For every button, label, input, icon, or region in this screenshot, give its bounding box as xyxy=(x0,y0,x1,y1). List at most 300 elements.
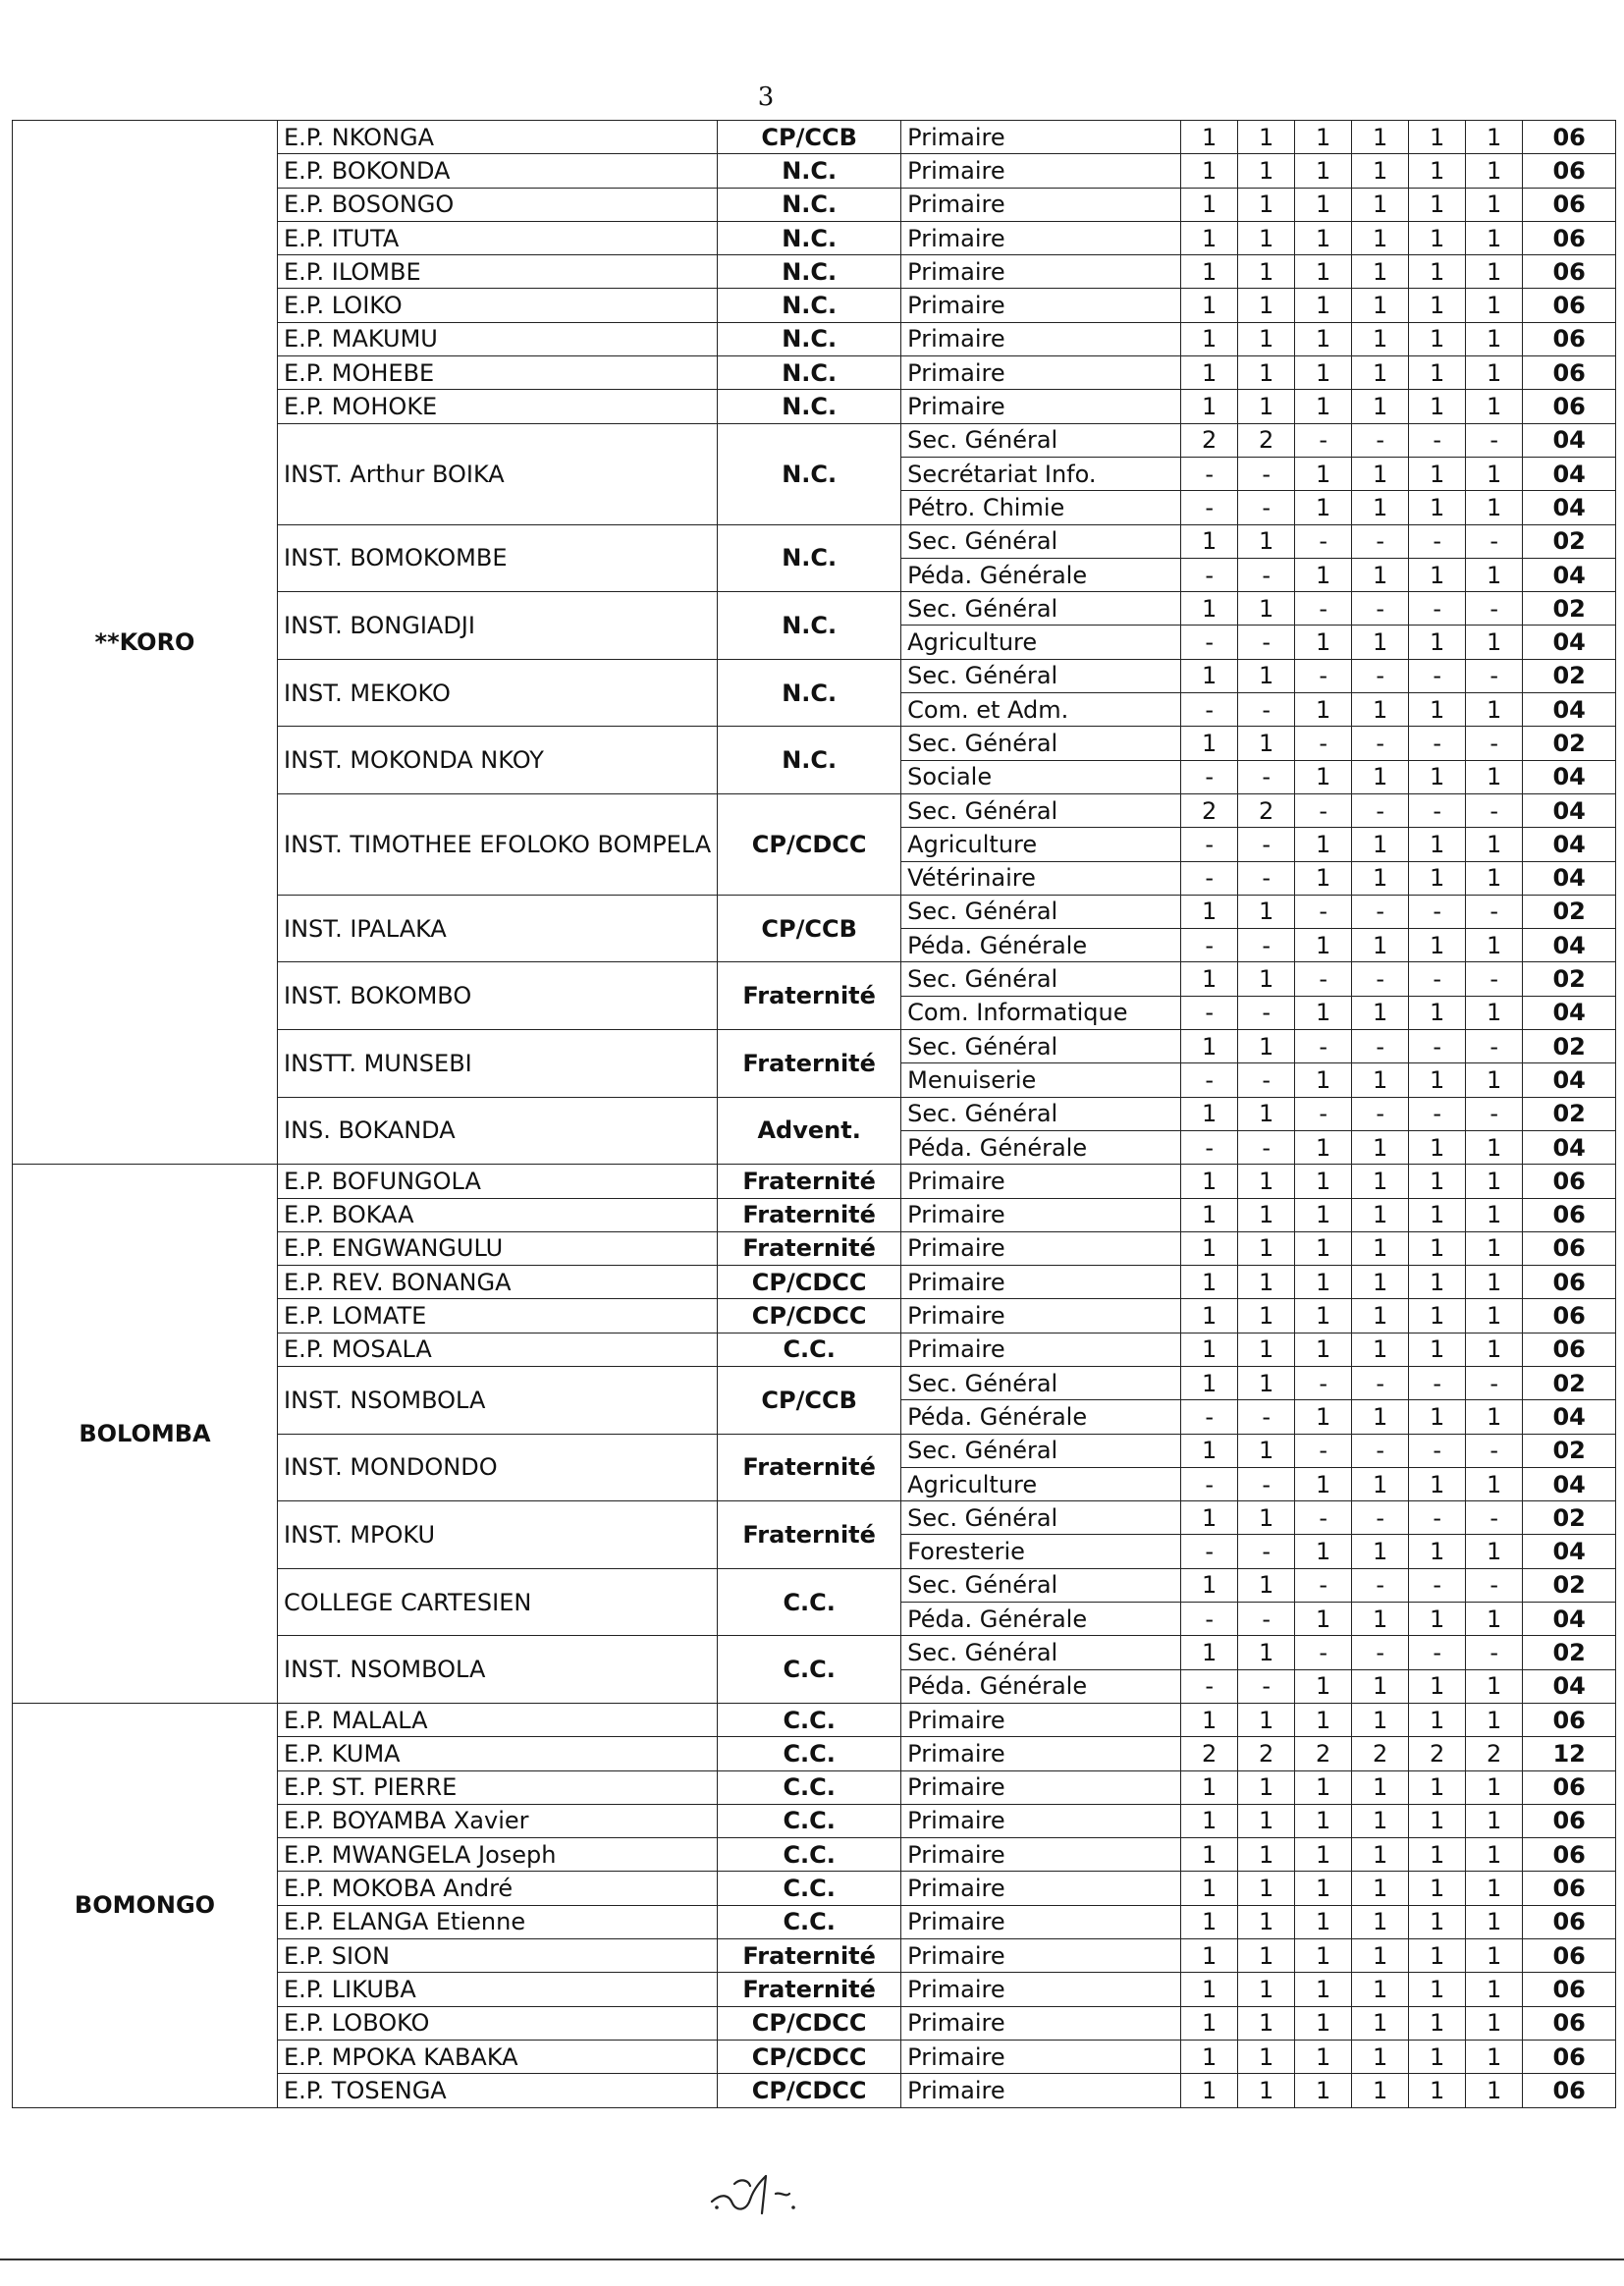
class-count-cell: 1 xyxy=(1352,1333,1409,1366)
class-count-cell: 1 xyxy=(1352,356,1409,390)
class-count-cell: 1 xyxy=(1352,1770,1409,1804)
class-count-cell: 1 xyxy=(1409,2040,1466,2073)
class-count-cell: 1 xyxy=(1466,121,1523,154)
section-cell: Sec. Général xyxy=(901,793,1181,827)
class-count-cell: 1 xyxy=(1352,188,1409,221)
network-cell: Advent. xyxy=(718,1097,901,1165)
school-name-cell: E.P. MOHEBE xyxy=(278,356,718,390)
network-cell: Fraternité xyxy=(718,1939,901,1973)
section-cell: Péda. Générale xyxy=(901,929,1181,962)
total-cell: 06 xyxy=(1523,2040,1616,2073)
class-count-cell: 2 xyxy=(1295,1737,1352,1770)
class-count-cell: 1 xyxy=(1409,626,1466,659)
class-count-cell: - xyxy=(1181,1669,1238,1703)
class-count-cell: - xyxy=(1181,457,1238,490)
class-count-cell: 1 xyxy=(1295,1400,1352,1434)
class-count-cell: 1 xyxy=(1466,1770,1523,1804)
section-cell: Primaire xyxy=(901,255,1181,289)
class-count-cell: - xyxy=(1409,1568,1466,1602)
class-count-cell: - xyxy=(1352,524,1409,558)
school-name-cell: E.P. NKONGA xyxy=(278,121,718,154)
class-count-cell: - xyxy=(1181,626,1238,659)
class-count-cell: 1 xyxy=(1181,322,1238,355)
class-count-cell: 1 xyxy=(1295,1063,1352,1097)
class-count-cell: - xyxy=(1352,793,1409,827)
school-name-cell: E.P. MALALA xyxy=(278,1703,718,1736)
class-count-cell: 2 xyxy=(1466,1737,1523,1770)
class-count-cell: 1 xyxy=(1238,2074,1295,2107)
network-cell: Fraternité xyxy=(718,1973,901,2006)
school-name-cell: E.P. TOSENGA xyxy=(278,2074,718,2107)
class-count-cell: 1 xyxy=(1295,1165,1352,1198)
class-count-cell: 1 xyxy=(1238,1770,1295,1804)
total-cell: 04 xyxy=(1523,1669,1616,1703)
district-label: BOLOMBA xyxy=(79,1420,211,1448)
total-cell: 06 xyxy=(1523,121,1616,154)
class-count-cell: 1 xyxy=(1466,1973,1523,2006)
network-cell: CP/CCB xyxy=(718,1366,901,1434)
network-cell: CP/CDCC xyxy=(718,2040,901,2073)
network-cell: C.C. xyxy=(718,1636,901,1704)
class-count-cell: - xyxy=(1466,727,1523,760)
class-count-cell: 1 xyxy=(1238,1366,1295,1399)
class-count-cell: 1 xyxy=(1352,154,1409,188)
network-cell: Fraternité xyxy=(718,1198,901,1231)
class-count-cell: - xyxy=(1409,793,1466,827)
class-count-cell: - xyxy=(1238,996,1295,1029)
class-count-cell: 1 xyxy=(1466,1467,1523,1500)
total-cell: 04 xyxy=(1523,1130,1616,1164)
table-row xyxy=(13,1703,1616,1736)
class-count-cell: 1 xyxy=(1295,1231,1352,1265)
class-count-cell: - xyxy=(1409,1030,1466,1063)
class-count-cell: 1 xyxy=(1409,2006,1466,2040)
class-count-cell: - xyxy=(1181,1603,1238,1636)
class-count-cell: - xyxy=(1466,1636,1523,1669)
class-count-cell: 1 xyxy=(1238,1973,1295,2006)
class-count-cell: 1 xyxy=(1295,1130,1352,1164)
section-cell: Sec. Général xyxy=(901,727,1181,760)
class-count-cell: - xyxy=(1181,929,1238,962)
class-count-cell: 1 xyxy=(1295,356,1352,390)
class-count-cell: 1 xyxy=(1352,2040,1409,2073)
network-cell: C.C. xyxy=(718,1333,901,1366)
total-cell: 06 xyxy=(1523,188,1616,221)
class-count-cell: 1 xyxy=(1409,1165,1466,1198)
class-count-cell: 2 xyxy=(1409,1737,1466,1770)
class-count-cell: 1 xyxy=(1295,1467,1352,1500)
section-cell: Primaire xyxy=(901,1333,1181,1366)
class-count-cell: - xyxy=(1238,1063,1295,1097)
class-count-cell: 1 xyxy=(1181,289,1238,322)
total-cell: 04 xyxy=(1523,1400,1616,1434)
class-count-cell: - xyxy=(1181,1130,1238,1164)
class-count-cell: - xyxy=(1238,1467,1295,1500)
class-count-cell: 1 xyxy=(1409,1669,1466,1703)
total-cell: 06 xyxy=(1523,1770,1616,1804)
class-count-cell: - xyxy=(1238,1603,1295,1636)
class-count-cell: - xyxy=(1181,1467,1238,1500)
class-count-cell: 1 xyxy=(1295,929,1352,962)
class-count-cell: 1 xyxy=(1238,255,1295,289)
class-count-cell: - xyxy=(1409,962,1466,996)
section-cell: Sec. Général xyxy=(901,895,1181,928)
school-name-cell: E.P. MOHOKE xyxy=(278,390,718,423)
class-count-cell: 1 xyxy=(1352,1838,1409,1872)
class-count-cell: 1 xyxy=(1352,1467,1409,1500)
section-cell: Primaire xyxy=(901,1703,1181,1736)
class-count-cell: - xyxy=(1466,1434,1523,1467)
school-name-cell: E.P. ENGWANGULU xyxy=(278,1231,718,1265)
class-count-cell: 1 xyxy=(1466,2074,1523,2107)
page-number: 3 xyxy=(757,82,775,112)
network-cell: CP/CDCC xyxy=(718,793,901,895)
school-name-cell: E.P. MOKOBA André xyxy=(278,1872,718,1905)
class-count-cell: - xyxy=(1295,727,1352,760)
total-cell: 02 xyxy=(1523,962,1616,996)
network-cell: C.C. xyxy=(718,1568,901,1636)
total-cell: 04 xyxy=(1523,1467,1616,1500)
class-count-cell: 2 xyxy=(1181,1737,1238,1770)
class-count-cell: - xyxy=(1466,962,1523,996)
class-count-cell: 1 xyxy=(1409,289,1466,322)
class-count-cell: 1 xyxy=(1295,1770,1352,1804)
total-cell: 06 xyxy=(1523,1905,1616,1938)
class-count-cell: 1 xyxy=(1181,356,1238,390)
section-cell: Primaire xyxy=(901,1266,1181,1299)
class-count-cell: 1 xyxy=(1295,828,1352,861)
class-count-cell: - xyxy=(1409,423,1466,457)
class-count-cell: 1 xyxy=(1181,1231,1238,1265)
class-count-cell: - xyxy=(1466,659,1523,692)
class-count-cell: 1 xyxy=(1295,626,1352,659)
total-cell: 04 xyxy=(1523,1603,1616,1636)
class-count-cell: 1 xyxy=(1181,1333,1238,1366)
class-count-cell: 1 xyxy=(1466,1063,1523,1097)
class-count-cell: 1 xyxy=(1181,1299,1238,1333)
class-count-cell: - xyxy=(1295,962,1352,996)
class-count-cell: - xyxy=(1409,1434,1466,1467)
class-count-cell: 1 xyxy=(1352,322,1409,355)
school-name-cell: INST. NSOMBOLA xyxy=(278,1636,718,1704)
section-cell: Sec. Général xyxy=(901,1030,1181,1063)
class-count-cell: 1 xyxy=(1409,1804,1466,1837)
class-count-cell: - xyxy=(1181,693,1238,727)
total-cell: 06 xyxy=(1523,1165,1616,1198)
class-count-cell: - xyxy=(1238,1669,1295,1703)
class-count-cell: - xyxy=(1238,828,1295,861)
class-count-cell: 1 xyxy=(1466,1804,1523,1837)
class-count-cell: 1 xyxy=(1409,558,1466,591)
total-cell: 04 xyxy=(1523,491,1616,524)
class-count-cell: 1 xyxy=(1181,1973,1238,2006)
class-count-cell: 1 xyxy=(1238,1299,1295,1333)
class-count-cell: 1 xyxy=(1238,1636,1295,1669)
class-count-cell: - xyxy=(1238,760,1295,793)
class-count-cell: 1 xyxy=(1352,760,1409,793)
total-cell: 06 xyxy=(1523,356,1616,390)
class-count-cell: 1 xyxy=(1238,1198,1295,1231)
class-count-cell: 1 xyxy=(1181,524,1238,558)
class-count-cell: 1 xyxy=(1409,693,1466,727)
school-name-cell: INS. BOKANDA xyxy=(278,1097,718,1165)
network-cell: Fraternité xyxy=(718,1231,901,1265)
class-count-cell: 1 xyxy=(1352,1198,1409,1231)
network-cell: CP/CDCC xyxy=(718,1266,901,1299)
school-name-cell: E.P. BOFUNGOLA xyxy=(278,1165,718,1198)
class-count-cell: 2 xyxy=(1238,423,1295,457)
section-cell: Primaire xyxy=(901,1872,1181,1905)
class-count-cell: 1 xyxy=(1181,121,1238,154)
class-count-cell: 1 xyxy=(1409,1703,1466,1736)
network-cell: N.C. xyxy=(718,188,901,221)
class-count-cell: 1 xyxy=(1352,255,1409,289)
class-count-cell: - xyxy=(1295,1366,1352,1399)
network-cell: C.C. xyxy=(718,1804,901,1837)
class-count-cell: 1 xyxy=(1295,1535,1352,1568)
class-count-cell: 1 xyxy=(1238,1703,1295,1736)
school-name-cell: INST. BONGIADJI xyxy=(278,592,718,660)
school-name-cell: INST. MPOKU xyxy=(278,1501,718,1569)
section-cell: Pétro. Chimie xyxy=(901,491,1181,524)
class-count-cell: 1 xyxy=(1466,1603,1523,1636)
total-cell: 04 xyxy=(1523,996,1616,1029)
class-count-cell: 1 xyxy=(1181,1097,1238,1130)
class-count-cell: 1 xyxy=(1295,1669,1352,1703)
total-cell: 06 xyxy=(1523,1703,1616,1736)
class-count-cell: - xyxy=(1466,423,1523,457)
total-cell: 02 xyxy=(1523,1097,1616,1130)
class-count-cell: - xyxy=(1238,693,1295,727)
class-count-cell: 1 xyxy=(1352,121,1409,154)
class-count-cell: - xyxy=(1238,1535,1295,1568)
total-cell: 06 xyxy=(1523,1231,1616,1265)
class-count-cell: 1 xyxy=(1295,221,1352,254)
class-count-cell: 1 xyxy=(1181,221,1238,254)
section-cell: Agriculture xyxy=(901,626,1181,659)
section-cell: Menuiserie xyxy=(901,1063,1181,1097)
section-cell: Com. et Adm. xyxy=(901,693,1181,727)
network-cell: N.C. xyxy=(718,322,901,355)
section-cell: Primaire xyxy=(901,221,1181,254)
class-count-cell: 1 xyxy=(1238,727,1295,760)
class-count-cell: - xyxy=(1238,457,1295,490)
class-count-cell: 1 xyxy=(1352,1603,1409,1636)
class-count-cell: 1 xyxy=(1466,828,1523,861)
class-count-cell: 1 xyxy=(1352,1130,1409,1164)
school-name-cell: E.P. MPOKA KABAKA xyxy=(278,2040,718,2073)
class-count-cell: 1 xyxy=(1238,1804,1295,1837)
network-cell: N.C. xyxy=(718,659,901,727)
class-count-cell: 1 xyxy=(1238,2006,1295,2040)
section-cell: Péda. Générale xyxy=(901,1603,1181,1636)
school-name-cell: E.P. MAKUMU xyxy=(278,322,718,355)
class-count-cell: - xyxy=(1352,1366,1409,1399)
class-count-cell: - xyxy=(1409,1501,1466,1535)
school-name-cell: E.P. ILOMBE xyxy=(278,255,718,289)
total-cell: 04 xyxy=(1523,861,1616,895)
network-cell: C.C. xyxy=(718,1770,901,1804)
class-count-cell: 1 xyxy=(1181,2006,1238,2040)
class-count-cell: 1 xyxy=(1181,1770,1238,1804)
class-count-cell: 1 xyxy=(1352,1266,1409,1299)
class-count-cell: 1 xyxy=(1409,154,1466,188)
class-count-cell: - xyxy=(1352,1097,1409,1130)
class-count-cell: 1 xyxy=(1295,121,1352,154)
class-count-cell: 1 xyxy=(1352,1299,1409,1333)
class-count-cell: 1 xyxy=(1295,322,1352,355)
school-name-cell: E.P. ST. PIERRE xyxy=(278,1770,718,1804)
class-count-cell: 2 xyxy=(1352,1737,1409,1770)
district-cell xyxy=(13,1165,278,1704)
school-name-cell: E.P. BOKAA xyxy=(278,1198,718,1231)
class-count-cell: 1 xyxy=(1409,1231,1466,1265)
network-cell: N.C. xyxy=(718,524,901,592)
district-cell xyxy=(13,1703,278,2107)
class-count-cell: 1 xyxy=(1181,962,1238,996)
school-name-cell: E.P. MOSALA xyxy=(278,1333,718,1366)
network-cell: CP/CDCC xyxy=(718,2074,901,2107)
class-count-cell: - xyxy=(1352,1434,1409,1467)
class-count-cell: - xyxy=(1352,592,1409,626)
class-count-cell: 1 xyxy=(1466,2006,1523,2040)
class-count-cell: 1 xyxy=(1352,861,1409,895)
class-count-cell: 1 xyxy=(1409,1063,1466,1097)
class-count-cell: 1 xyxy=(1466,1198,1523,1231)
table-row xyxy=(13,1165,1616,1198)
class-count-cell: 1 xyxy=(1409,1939,1466,1973)
class-count-cell: 1 xyxy=(1181,1165,1238,1198)
class-count-cell: 1 xyxy=(1181,390,1238,423)
class-count-cell: - xyxy=(1352,1568,1409,1602)
class-count-cell: 1 xyxy=(1181,1905,1238,1938)
total-cell: 04 xyxy=(1523,558,1616,591)
class-count-cell: 1 xyxy=(1466,1165,1523,1198)
class-count-cell: 1 xyxy=(1295,861,1352,895)
section-cell: Primaire xyxy=(901,1165,1181,1198)
class-count-cell: 1 xyxy=(1466,221,1523,254)
class-count-cell: - xyxy=(1181,996,1238,1029)
class-count-cell: 1 xyxy=(1466,1703,1523,1736)
class-count-cell: 1 xyxy=(1409,255,1466,289)
class-count-cell: 1 xyxy=(1409,1333,1466,1366)
section-cell: Sociale xyxy=(901,760,1181,793)
total-cell: 06 xyxy=(1523,255,1616,289)
class-count-cell: 1 xyxy=(1181,1198,1238,1231)
class-count-cell: 1 xyxy=(1181,727,1238,760)
class-count-cell: 1 xyxy=(1352,693,1409,727)
section-cell: Sec. Général xyxy=(901,524,1181,558)
section-cell: Vétérinaire xyxy=(901,861,1181,895)
class-count-cell: - xyxy=(1295,1568,1352,1602)
class-count-cell: 2 xyxy=(1181,423,1238,457)
class-count-cell: 1 xyxy=(1181,255,1238,289)
class-count-cell: 1 xyxy=(1352,828,1409,861)
network-cell: C.C. xyxy=(718,1905,901,1938)
class-count-cell: - xyxy=(1295,423,1352,457)
class-count-cell: 1 xyxy=(1409,1198,1466,1231)
total-cell: 12 xyxy=(1523,1737,1616,1770)
network-cell: C.C. xyxy=(718,1703,901,1736)
class-count-cell: 1 xyxy=(1238,2040,1295,2073)
class-count-cell: - xyxy=(1181,861,1238,895)
section-cell: Primaire xyxy=(901,2074,1181,2107)
class-count-cell: 1 xyxy=(1295,491,1352,524)
class-count-cell: 1 xyxy=(1409,322,1466,355)
class-count-cell: 1 xyxy=(1466,693,1523,727)
class-count-cell: - xyxy=(1295,524,1352,558)
school-allocation-table xyxy=(12,120,1616,2108)
class-count-cell: 1 xyxy=(1295,693,1352,727)
class-count-cell: 1 xyxy=(1466,1939,1523,1973)
district-cell xyxy=(13,121,278,1165)
class-count-cell: 1 xyxy=(1409,457,1466,490)
class-count-cell: - xyxy=(1409,524,1466,558)
class-count-cell: 1 xyxy=(1295,188,1352,221)
section-cell: Primaire xyxy=(901,1737,1181,1770)
class-count-cell: - xyxy=(1352,727,1409,760)
class-count-cell: 1 xyxy=(1238,221,1295,254)
class-count-cell: 1 xyxy=(1409,1973,1466,2006)
class-count-cell: 1 xyxy=(1181,1703,1238,1736)
section-cell: Primaire xyxy=(901,1973,1181,2006)
section-cell: Péda. Générale xyxy=(901,1669,1181,1703)
class-count-cell: - xyxy=(1466,1568,1523,1602)
network-cell: C.C. xyxy=(718,1838,901,1872)
class-count-cell: 1 xyxy=(1409,2074,1466,2107)
network-cell: Fraternité xyxy=(718,1434,901,1501)
class-count-cell: 1 xyxy=(1466,861,1523,895)
school-name-cell: INST. MONDONDO xyxy=(278,1434,718,1501)
class-count-cell: - xyxy=(1409,727,1466,760)
class-count-cell: 1 xyxy=(1238,962,1295,996)
network-cell: N.C. xyxy=(718,221,901,254)
total-cell: 02 xyxy=(1523,592,1616,626)
class-count-cell: 1 xyxy=(1238,154,1295,188)
section-cell: Primaire xyxy=(901,390,1181,423)
class-count-cell: - xyxy=(1238,861,1295,895)
class-count-cell: 1 xyxy=(1352,1669,1409,1703)
class-count-cell: 1 xyxy=(1295,289,1352,322)
school-name-cell: COLLEGE CARTESIEN xyxy=(278,1568,718,1636)
class-count-cell: 1 xyxy=(1181,1501,1238,1535)
class-count-cell: - xyxy=(1295,592,1352,626)
class-count-cell: 1 xyxy=(1181,1872,1238,1905)
school-name-cell: E.P. BOKONDA xyxy=(278,154,718,188)
class-count-cell: 1 xyxy=(1352,996,1409,1029)
total-cell: 06 xyxy=(1523,221,1616,254)
school-name-cell: E.P. BOYAMBA Xavier xyxy=(278,1804,718,1837)
section-cell: Primaire xyxy=(901,289,1181,322)
class-count-cell: 1 xyxy=(1466,1872,1523,1905)
class-count-cell: 1 xyxy=(1181,592,1238,626)
network-cell: N.C. xyxy=(718,423,901,524)
class-count-cell: 1 xyxy=(1409,356,1466,390)
class-count-cell: 1 xyxy=(1295,1198,1352,1231)
class-count-cell: 1 xyxy=(1238,659,1295,692)
class-count-cell: - xyxy=(1409,895,1466,928)
class-count-cell: 1 xyxy=(1295,2006,1352,2040)
section-cell: Primaire xyxy=(901,188,1181,221)
class-count-cell: 1 xyxy=(1295,255,1352,289)
class-count-cell: 1 xyxy=(1466,1130,1523,1164)
school-name-cell: E.P. ELANGA Etienne xyxy=(278,1905,718,1938)
class-count-cell: 1 xyxy=(1352,1400,1409,1434)
section-cell: Sec. Général xyxy=(901,1568,1181,1602)
class-count-cell: 1 xyxy=(1181,188,1238,221)
class-count-cell: - xyxy=(1352,962,1409,996)
class-count-cell: 1 xyxy=(1238,356,1295,390)
